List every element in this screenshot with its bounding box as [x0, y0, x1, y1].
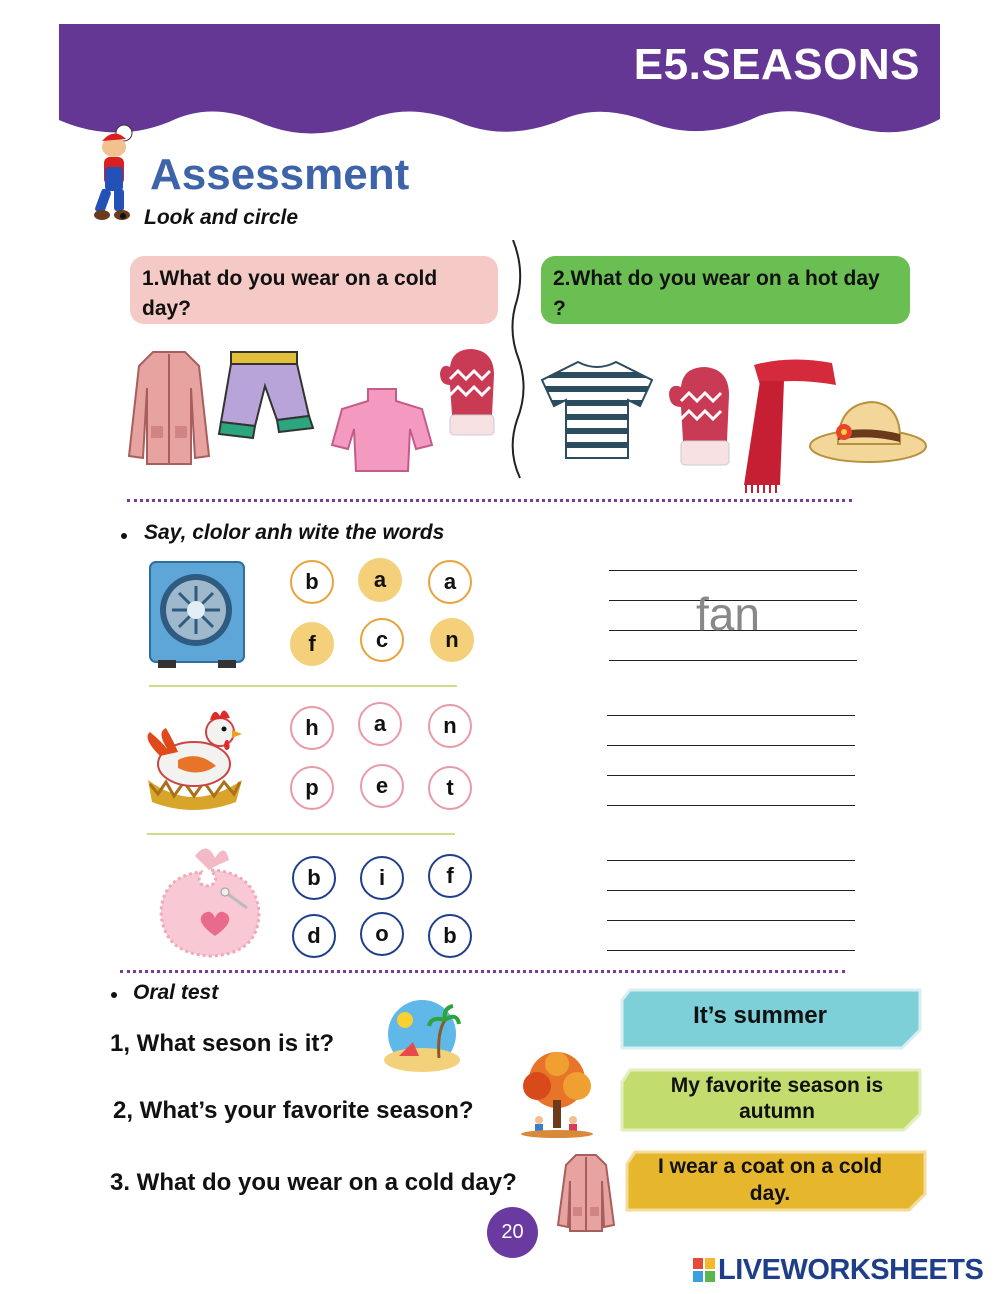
writing-line — [607, 950, 855, 951]
section-divider — [120, 970, 845, 973]
shorts-icon[interactable] — [217, 350, 315, 440]
page-title: E5.SEASONS — [633, 40, 920, 89]
row-separator — [147, 833, 455, 835]
oral-question-1: 1, What seson is it? — [110, 1030, 335, 1057]
mitten-icon[interactable] — [436, 345, 500, 437]
fan-icon — [148, 558, 246, 670]
letter-bubble[interactable]: d — [292, 914, 336, 958]
letter-bubble[interactable]: p — [290, 766, 334, 810]
letter-bubble[interactable]: a — [428, 560, 472, 604]
answer-3[interactable]: I wear a coat on a cold day. — [657, 1155, 883, 1205]
crop-top-icon[interactable] — [330, 385, 435, 475]
letter-bubble-colored[interactable]: a — [358, 558, 402, 602]
bullet — [111, 992, 117, 998]
coat-icon[interactable] — [125, 348, 213, 468]
letter-bubble[interactable]: b — [290, 560, 334, 604]
letter-bubble[interactable]: b — [292, 856, 336, 900]
question-cold-day: 1.What do you wear on a cold day? — [130, 256, 498, 324]
letter-bubble-colored[interactable]: f — [290, 622, 334, 666]
autumn-tree-icon — [515, 1050, 600, 1138]
instruction-oral-test: Oral test — [133, 981, 219, 1004]
striped-tshirt-icon[interactable] — [540, 358, 655, 463]
writing-line — [609, 570, 857, 571]
writing-line — [609, 660, 857, 661]
letter-bubble-colored[interactable]: n — [430, 618, 474, 662]
oral-question-3: 3. What do you wear on a cold day? — [110, 1169, 517, 1196]
oral-question-2: 2, What’s your favorite season? — [113, 1097, 474, 1124]
written-answer[interactable] — [607, 715, 855, 805]
mascot-icon — [92, 123, 142, 223]
bullet — [121, 533, 127, 539]
letter-bubble[interactable]: n — [428, 704, 472, 748]
liveworksheets-logo-icon — [693, 1258, 715, 1282]
letter-bubble[interactable]: a — [358, 702, 402, 746]
letter-bubble[interactable]: b — [428, 914, 472, 958]
hen-icon — [138, 702, 248, 814]
instruction-look-and-circle: Look and circle — [144, 206, 299, 229]
page-number: 20 — [487, 1207, 538, 1258]
written-answer[interactable] — [607, 860, 855, 950]
written-answer[interactable]: fan — [696, 588, 760, 640]
bib-icon — [155, 842, 267, 960]
letter-bubble[interactable]: o — [360, 912, 404, 956]
letter-bubble[interactable]: c — [360, 618, 404, 662]
question-hot-day: 2.What do you wear on a hot day ? — [541, 256, 910, 324]
writing-line — [607, 805, 855, 806]
brand-text: LIVEWORKSHEETS — [718, 1254, 984, 1286]
mitten-icon[interactable] — [665, 363, 735, 468]
letter-bubble[interactable]: i — [360, 856, 404, 900]
coat-icon — [556, 1153, 616, 1233]
letter-bubble[interactable]: t — [428, 766, 472, 810]
letter-bubble[interactable]: h — [290, 706, 334, 750]
summer-beach-icon — [383, 998, 461, 1073]
row-separator — [149, 685, 457, 687]
wavy-divider — [505, 240, 535, 480]
answer-2[interactable]: My favorite season is autumn — [670, 1074, 884, 1123]
section-divider — [127, 499, 852, 502]
bullet — [120, 213, 126, 219]
letter-bubble[interactable]: f — [428, 854, 472, 898]
sun-hat-icon[interactable] — [808, 398, 928, 466]
answer-1[interactable]: It’s summer — [693, 1002, 827, 1029]
section-title: Assessment — [150, 150, 410, 199]
letter-bubble[interactable]: e — [360, 764, 404, 808]
instruction-color-write: Say, clolor anh wite the words — [144, 521, 445, 544]
